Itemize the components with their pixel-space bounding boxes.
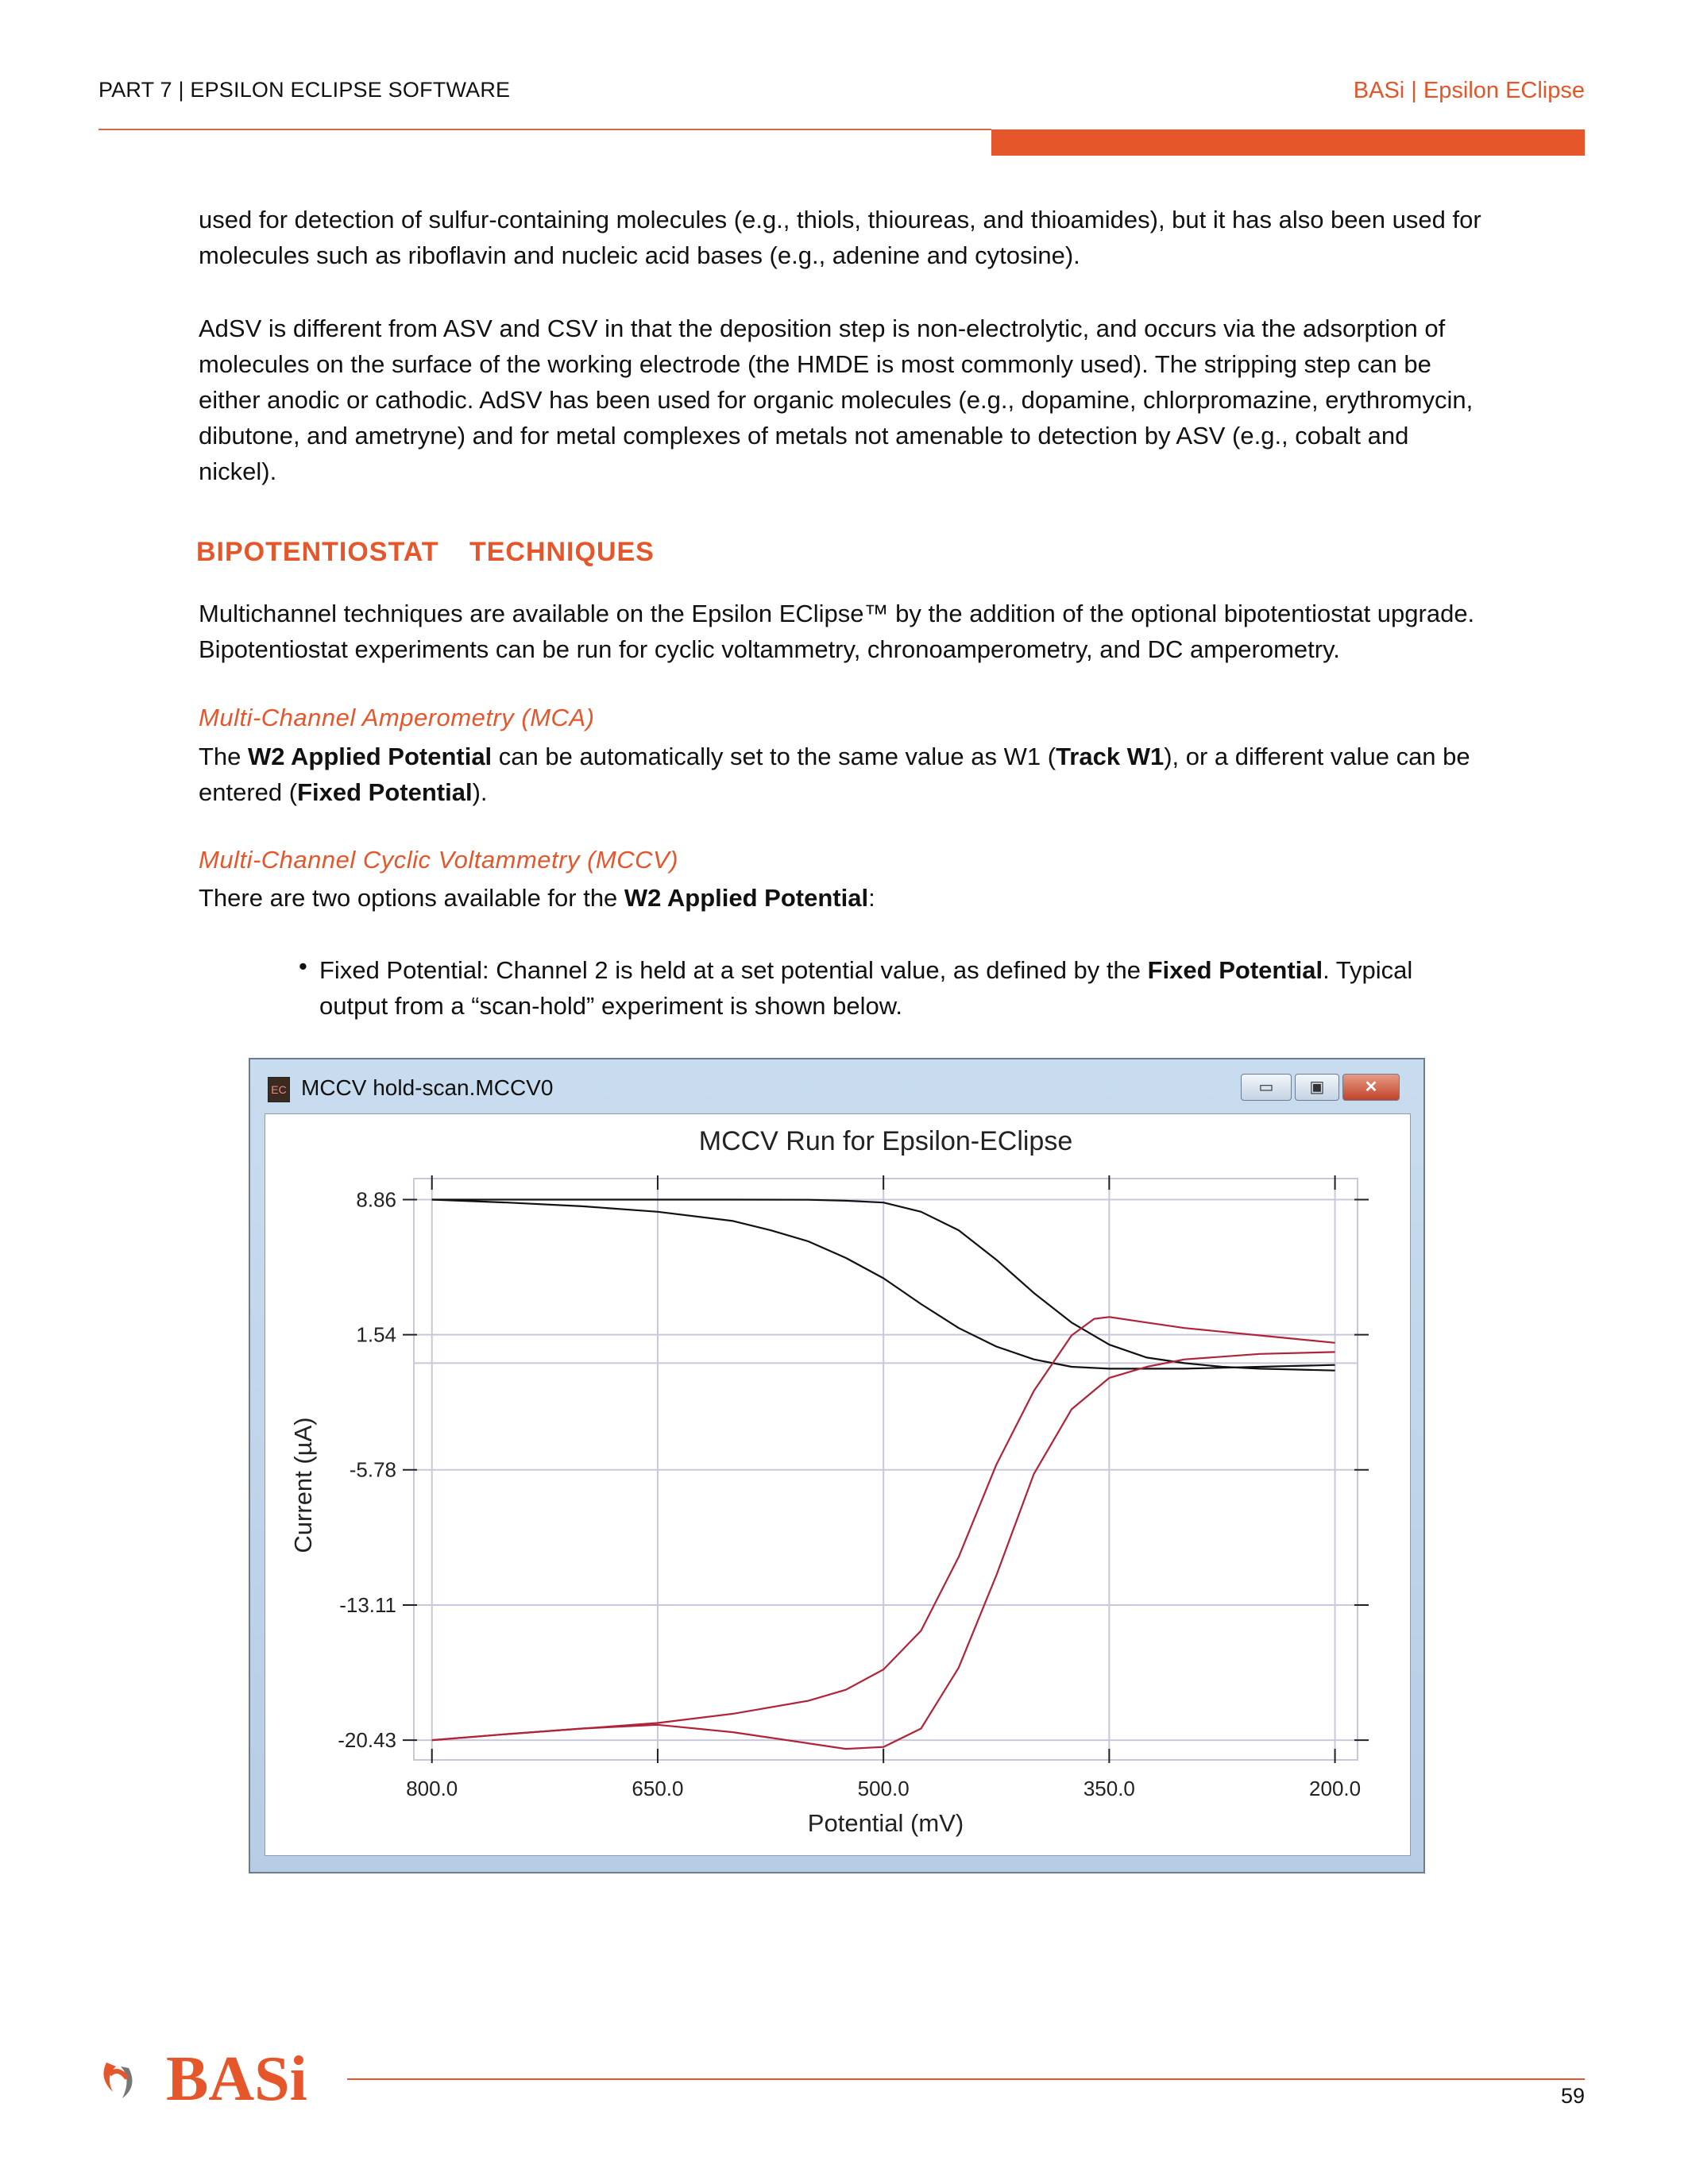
header-accent-bar [991,129,1585,156]
paragraph-multichannel: Multichannel techniques are available on the Epsilon EClipse™ by the addition of the optional bipotentiostat upgrade. Bipotentiostat experiments can be run for cyclic voltammetry, chronoamperometry, and DC amperometry. [199,600,1475,663]
mca-heading: Multi-Channel Amperometry (MCA) [199,704,595,731]
y-tick-label: -20.43 [338,1728,396,1753]
footer-rule [347,2078,1585,2080]
running-header-section: PART 7 | EPSILON ECLIPSE SOFTWARE [98,78,511,102]
minimize-button[interactable] [1241,1074,1292,1101]
paragraph-sulfur: used for detection of sulfur-containing molecules (e.g., thiols, thioureas, and thioamides), but it has also been used for molecules such as riboflavin and nucleic acid bases (e.g., adenine and cytosine). [199,206,1481,269]
paragraph-adsv: AdSV is different from ASV and CSV in that the deposition step is non-electrolytic, and occurs via the adsorption of molecules on the surface of the working electrode (the HMDE is most commonly used). The stripping step can be either anodic or cathodic. AdSV has been used for organic molecules (e.g., dopamine, chlorpromazine, erythromycin, dibutone, and ametryne) and for metal complexes of metals not amenable to detection by ASV (e.g., cobalt and nickel). [199,314,1474,485]
x-tick-label: 500.0 [857,1777,910,1800]
x-tick-label: 650.0 [632,1777,684,1800]
basi-logo [98,2043,337,2106]
minimize-icon: ▭ [1258,1078,1274,1096]
page-number: 59 [1560,2084,1585,2108]
x-axis-label: Potential (mV) [807,1809,964,1837]
x-tick-label: 350.0 [1083,1777,1135,1800]
y-tick-label: -13.11 [339,1593,396,1618]
mccv-paragraph: There are two options available for the W2 Applied Potential: [199,884,875,912]
mccv-window [249,1058,1425,1873]
y-axis-label: Current (µA) [289,1417,317,1553]
close-icon: ✕ [1364,1078,1378,1096]
app-icon: EC [268,1077,290,1102]
y-tick-label: -5.78 [349,1457,396,1482]
svg-text:BASi: BASi [166,2044,307,2106]
chart-title: MCCV Run for Epsilon-EClipse [698,1126,1073,1156]
bullet-fixed-potential: Fixed Potential: Channel 2 is held at a set potential value, as defined by the Fixed Potential. Typical output from a “scan-hold” experiment is shown below. [319,956,1413,1020]
mccv-heading: Multi-Channel Cyclic Voltammetry (MCCV) [199,846,679,874]
bullet-marker: • [299,952,307,980]
header-rule [98,129,991,130]
window-title: MCCV hold-scan.MCCV0 [301,1075,554,1100]
maximize-button[interactable] [1295,1074,1339,1101]
mccv-chart [265,1114,1410,1855]
mca-paragraph: The W2 Applied Potential can be automatically set to the same value as W1 (Track W1), or a different value can be entered (Fixed Potential). [199,743,1470,806]
x-tick-label: 200.0 [1309,1777,1362,1800]
running-header-brand: BASi | Epsilon EClipse [1353,78,1585,103]
maximize-icon: ▣ [1309,1078,1325,1096]
close-button[interactable] [1342,1074,1400,1101]
x-tick-label: 800.0 [406,1777,458,1800]
y-tick-label: 8.86 [356,1187,396,1212]
chart-area [265,1113,1411,1856]
section-heading: BIPOTENTIOSTAT TECHNIQUES [196,537,655,567]
y-tick-label: 1.54 [356,1322,396,1347]
